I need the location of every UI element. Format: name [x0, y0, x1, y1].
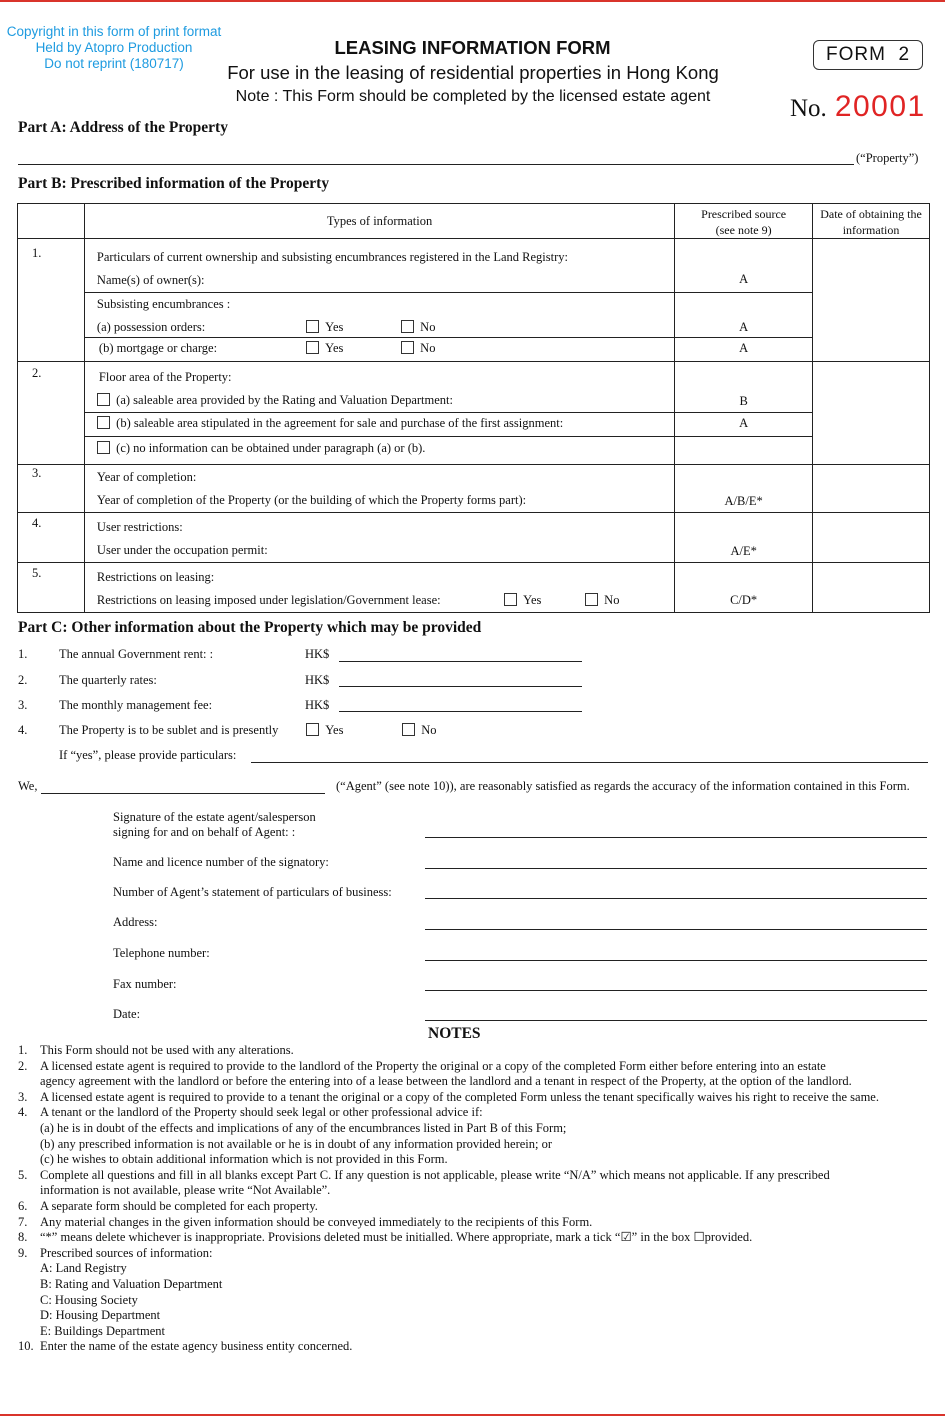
signature-label	[113, 810, 316, 840]
agent-name-field[interactable]	[41, 793, 325, 794]
sublet-label: The Property is to be sublet and is presently	[59, 723, 279, 737]
note-text: D: Housing Department	[40, 1308, 161, 1323]
row-5-date-cell[interactable]	[813, 563, 930, 613]
col-date-line: Date of obtaining the	[820, 207, 922, 221]
possession-orders-label: (a) possession orders:	[96, 320, 206, 334]
checkbox[interactable]	[97, 393, 110, 406]
leasing-yes[interactable]	[504, 589, 541, 612]
date-label: Date:	[113, 1007, 141, 1021]
part-a-heading: Part A: Address of the Property	[18, 119, 228, 136]
note-item	[18, 1199, 879, 1215]
source-item	[18, 1324, 879, 1340]
property-suffix: (“Property”)	[856, 151, 919, 165]
government-rent-field[interactable]	[339, 661, 582, 662]
row-num: 2.	[18, 362, 85, 465]
address-label: Address:	[113, 915, 158, 929]
row-line: Restrictions on leasing imposed under legislation/Government lease:	[96, 593, 441, 607]
checkbox[interactable]	[306, 320, 319, 333]
possession-no[interactable]	[401, 320, 436, 335]
note-num: 6.	[18, 1198, 28, 1213]
floor-area-b-label: (b) saleable area stipulated in the agreement for sale and purchase of the first assignment:	[116, 416, 564, 430]
copyright-line: Copyright in this form of print format	[6, 24, 222, 39]
mortgage-source: A	[675, 338, 813, 362]
sublet-yes[interactable]	[306, 723, 343, 738]
no-label: No	[604, 593, 620, 607]
item-num: 1.	[18, 647, 28, 661]
yes-label: Yes	[325, 723, 344, 737]
telephone-field[interactable]	[425, 960, 927, 961]
row-5-text	[84, 563, 674, 613]
checkbox[interactable]	[504, 593, 517, 606]
note-num: 8.	[18, 1230, 28, 1245]
row-line: Year of completion:	[96, 470, 197, 484]
row-num: 5.	[18, 563, 85, 613]
sublet-no[interactable]	[402, 723, 437, 738]
header-num-cell	[18, 204, 85, 239]
item-num: 4.	[18, 723, 28, 737]
encumbrance-b-cell	[84, 338, 674, 362]
checkbox[interactable]	[401, 320, 414, 333]
government-rent-label: The annual Government rent: :	[59, 647, 214, 661]
signatory-label: Name and licence number of the signatory:	[113, 855, 329, 869]
col-types-header: Types of information	[84, 204, 674, 239]
notes-heading: NOTES	[428, 1025, 481, 1042]
form-title	[0, 37, 945, 59]
serial-no-value: 20001	[834, 90, 926, 123]
fax-label: Fax number:	[113, 977, 177, 991]
row-line: Particulars of current ownership and subsisting encumbrances registered in the Land Registry:	[96, 250, 568, 264]
telephone-label: Telephone number:	[113, 946, 210, 960]
note-num: 1.	[18, 1043, 28, 1057]
note-text: (a) he is in doubt of the effects and implications of any of the encumbrances listed in Part B of this Form;	[40, 1120, 567, 1135]
leasing-no[interactable]	[585, 589, 620, 612]
particulars-label: If “yes”, please provide particulars:	[59, 748, 237, 762]
copyright-line: Held by Atopro Production	[35, 40, 193, 55]
floor-area-a-cell	[84, 362, 674, 413]
fax-field[interactable]	[425, 990, 927, 991]
checkbox[interactable]	[306, 341, 319, 354]
note-text: Complete all questions and fill in all blanks except Part C. If any question is not applicable, please write “N/A” which means not applicable. If any prescribed	[40, 1167, 830, 1182]
note-item	[18, 1246, 879, 1262]
form-number-label: FORM 2	[813, 40, 923, 70]
signature-line: Signature of the estate agent/salesperson	[113, 810, 316, 824]
row-line: User restrictions:	[96, 520, 183, 534]
note-text: E: Buildings Department	[40, 1323, 165, 1338]
row-line: Restrictions on leasing:	[96, 570, 215, 584]
note-text: A licensed estate agent is required to provide to the landlord of the Property the original or a copy of the completed Form either before entering into an estate	[40, 1058, 826, 1073]
mortgage-label: (b) mortgage or charge:	[98, 341, 218, 355]
row-num: 1.	[18, 239, 85, 362]
row-num: 4.	[18, 513, 85, 563]
row-1-text	[84, 239, 674, 293]
source-item	[18, 1308, 879, 1324]
yes-label: Yes	[325, 341, 344, 355]
note-item	[18, 1339, 879, 1355]
particulars-field[interactable]	[251, 762, 928, 763]
floor-area-a-source: B	[675, 362, 813, 413]
checkbox[interactable]	[401, 341, 414, 354]
row-1-date-cell[interactable]	[813, 239, 930, 362]
note-text: agency agreement with the landlord or before the entering into of a lease between the landlord and a tenant in respect of the Property, at the option of the landlord.	[40, 1074, 852, 1089]
floor-area-a[interactable]	[97, 389, 674, 412]
col-source-line: Prescribed source	[701, 207, 787, 221]
row-3-date-cell[interactable]	[813, 465, 930, 513]
row-5-source: C/D*	[675, 563, 813, 613]
part-c-item-1	[18, 647, 27, 662]
note-num: 3.	[18, 1089, 28, 1104]
floor-area-c-label: (c) no information can be obtained under paragraph (a) or (b).	[116, 441, 426, 455]
row-num: 3.	[18, 465, 85, 513]
signature-line: signing for and on behalf of Agent: :	[113, 825, 296, 839]
row-line: Name(s) of owner(s):	[96, 273, 205, 287]
row-4-date-cell[interactable]	[813, 513, 930, 563]
row-line: Year of completion of the Property (or the building of which the Property forms part):	[96, 493, 527, 507]
currency-prefix: HK$	[305, 647, 330, 661]
form-subtitle: For use in the leasing of residential properties in Hong Kong	[227, 62, 719, 83]
we-label: We,	[18, 779, 38, 793]
note-item	[18, 1215, 879, 1231]
checkbox[interactable]	[97, 416, 110, 429]
management-fee-label: The monthly management fee:	[59, 698, 213, 712]
note-item	[18, 1168, 879, 1199]
checkbox[interactable]	[97, 441, 110, 454]
note-text: A tenant or the landlord of the Property should seek legal or other professional advice if:	[40, 1105, 483, 1120]
floor-area-a-label: (a) saleable area provided by the Rating and Valuation Department:	[116, 393, 453, 407]
note-text: information is not available, please write “Not Available”.	[40, 1183, 331, 1198]
note-text: A: Land Registry	[40, 1261, 127, 1276]
note-subitem	[18, 1137, 879, 1153]
note-item	[18, 1105, 879, 1121]
note-num: 9.	[18, 1245, 28, 1260]
yes-label: Yes	[523, 593, 542, 607]
encumbrance-heading: Subsisting encumbrances :	[96, 297, 231, 311]
copyright-line: Do not reprint (180717)	[44, 56, 184, 71]
row-4-source: A/E*	[675, 513, 813, 563]
no-label: No	[421, 723, 437, 737]
no-label: No	[420, 341, 436, 355]
date-field[interactable]	[425, 1020, 927, 1021]
possession-source: A	[675, 293, 813, 338]
note-num: 10.	[18, 1339, 34, 1354]
part-c-heading: Part C: Other information about the Property which may be provided	[18, 619, 482, 636]
col-date-header	[813, 204, 930, 239]
note-item	[18, 1230, 879, 1246]
floor-area-b[interactable]	[84, 413, 674, 437]
row-2-date-cell[interactable]	[813, 362, 930, 465]
note-text: C: Housing Society	[40, 1292, 138, 1307]
note-subitem	[18, 1152, 879, 1168]
note-text: This Form should not be used with any alterations.	[40, 1043, 294, 1057]
checkbox[interactable]	[585, 593, 598, 606]
note-item	[18, 1059, 879, 1090]
address-field[interactable]	[18, 164, 854, 165]
col-source-line: (see note 9)	[715, 223, 772, 237]
note-text: (b) any prescribed information is not available or he is in doubt of any information provided herein; or	[40, 1136, 553, 1151]
row-4-text	[84, 513, 674, 563]
row-line: User under the occupation permit:	[96, 543, 268, 557]
note-item	[18, 1043, 879, 1059]
col-date-line: information	[842, 223, 900, 237]
agent-address-field[interactable]	[425, 929, 927, 930]
note-num: 7.	[18, 1214, 28, 1229]
floor-area-b-source: A	[675, 413, 813, 437]
item-num: 2.	[18, 673, 28, 687]
checkbox[interactable]	[306, 723, 319, 736]
top-border	[0, 0, 945, 2]
part-b-heading: Part B: Prescribed information of the Property	[18, 175, 330, 192]
note-subitem	[18, 1121, 879, 1137]
prescribed-info-table	[17, 203, 930, 613]
row-3-source: A/B/E*	[675, 465, 813, 513]
note-text: (c) he wishes to obtain additional information which is not provided in this Form.	[40, 1152, 448, 1167]
mortgage-yes[interactable]	[306, 341, 343, 356]
note-text: “*” means delete whichever is inappropriate. Provisions deleted must be initialled. Where appropriate, mark a tick “☑” in the box ☐provided.	[40, 1230, 753, 1245]
statement-number-label: Number of Agent’s statement of particulars of business:	[113, 885, 392, 899]
currency-prefix: HK$	[305, 673, 330, 687]
floor-area-heading: Floor area of the Property:	[98, 370, 232, 384]
note-text: Any material changes in the given information should be conveyed immediately to the recipients of this Form.	[40, 1214, 593, 1229]
serial-number	[790, 90, 926, 124]
form-note: Note : This Form should be completed by the licensed estate agent	[235, 88, 711, 105]
notes-list	[18, 1043, 879, 1355]
form-title-text: LEASING INFORMATION FORM	[334, 37, 611, 58]
note-text: Prescribed sources of information:	[40, 1245, 213, 1260]
checkbox[interactable]	[402, 723, 415, 736]
signature-field[interactable]	[425, 837, 927, 838]
statement-number-field[interactable]	[425, 898, 927, 899]
note-item	[18, 1090, 879, 1106]
quarterly-rates-field[interactable]	[339, 686, 582, 687]
row-1-source: A	[675, 239, 813, 293]
source-item	[18, 1277, 879, 1293]
item-num: 3.	[18, 698, 28, 712]
mortgage-no[interactable]	[401, 341, 436, 356]
agent-statement: (“Agent” (see note 10)), are reasonably satisfied as regards the accuracy of the information contained in this Form.	[336, 779, 910, 793]
source-item	[18, 1261, 879, 1277]
col-source-header	[675, 204, 813, 239]
floor-area-c[interactable]	[84, 437, 674, 465]
no-label: No	[420, 320, 436, 334]
possession-yes[interactable]	[306, 320, 343, 335]
row-3-text	[84, 465, 674, 513]
note-text: A licensed estate agent is required to provide to a tenant the original or a copy of the completed Form unless the tenant specifically waives his right to receive the same.	[40, 1089, 879, 1104]
note-num: 2.	[18, 1058, 28, 1073]
currency-prefix: HK$	[305, 698, 330, 712]
source-item	[18, 1293, 879, 1309]
quarterly-rates-label: The quarterly rates:	[59, 673, 157, 687]
floor-area-c-source	[675, 437, 813, 465]
note-num: 5.	[18, 1167, 28, 1182]
note-text: A separate form should be completed for each property.	[40, 1198, 318, 1213]
note-text: B: Rating and Valuation Department	[40, 1276, 223, 1291]
note-num: 4.	[18, 1105, 28, 1120]
note-text: Enter the name of the estate agency business entity concerned.	[40, 1339, 353, 1354]
encumbrance-a-cell	[84, 293, 674, 338]
yes-label: Yes	[325, 320, 344, 334]
signatory-field[interactable]	[425, 868, 927, 869]
serial-no-label: No.	[790, 95, 827, 122]
management-fee-field[interactable]	[339, 711, 582, 712]
